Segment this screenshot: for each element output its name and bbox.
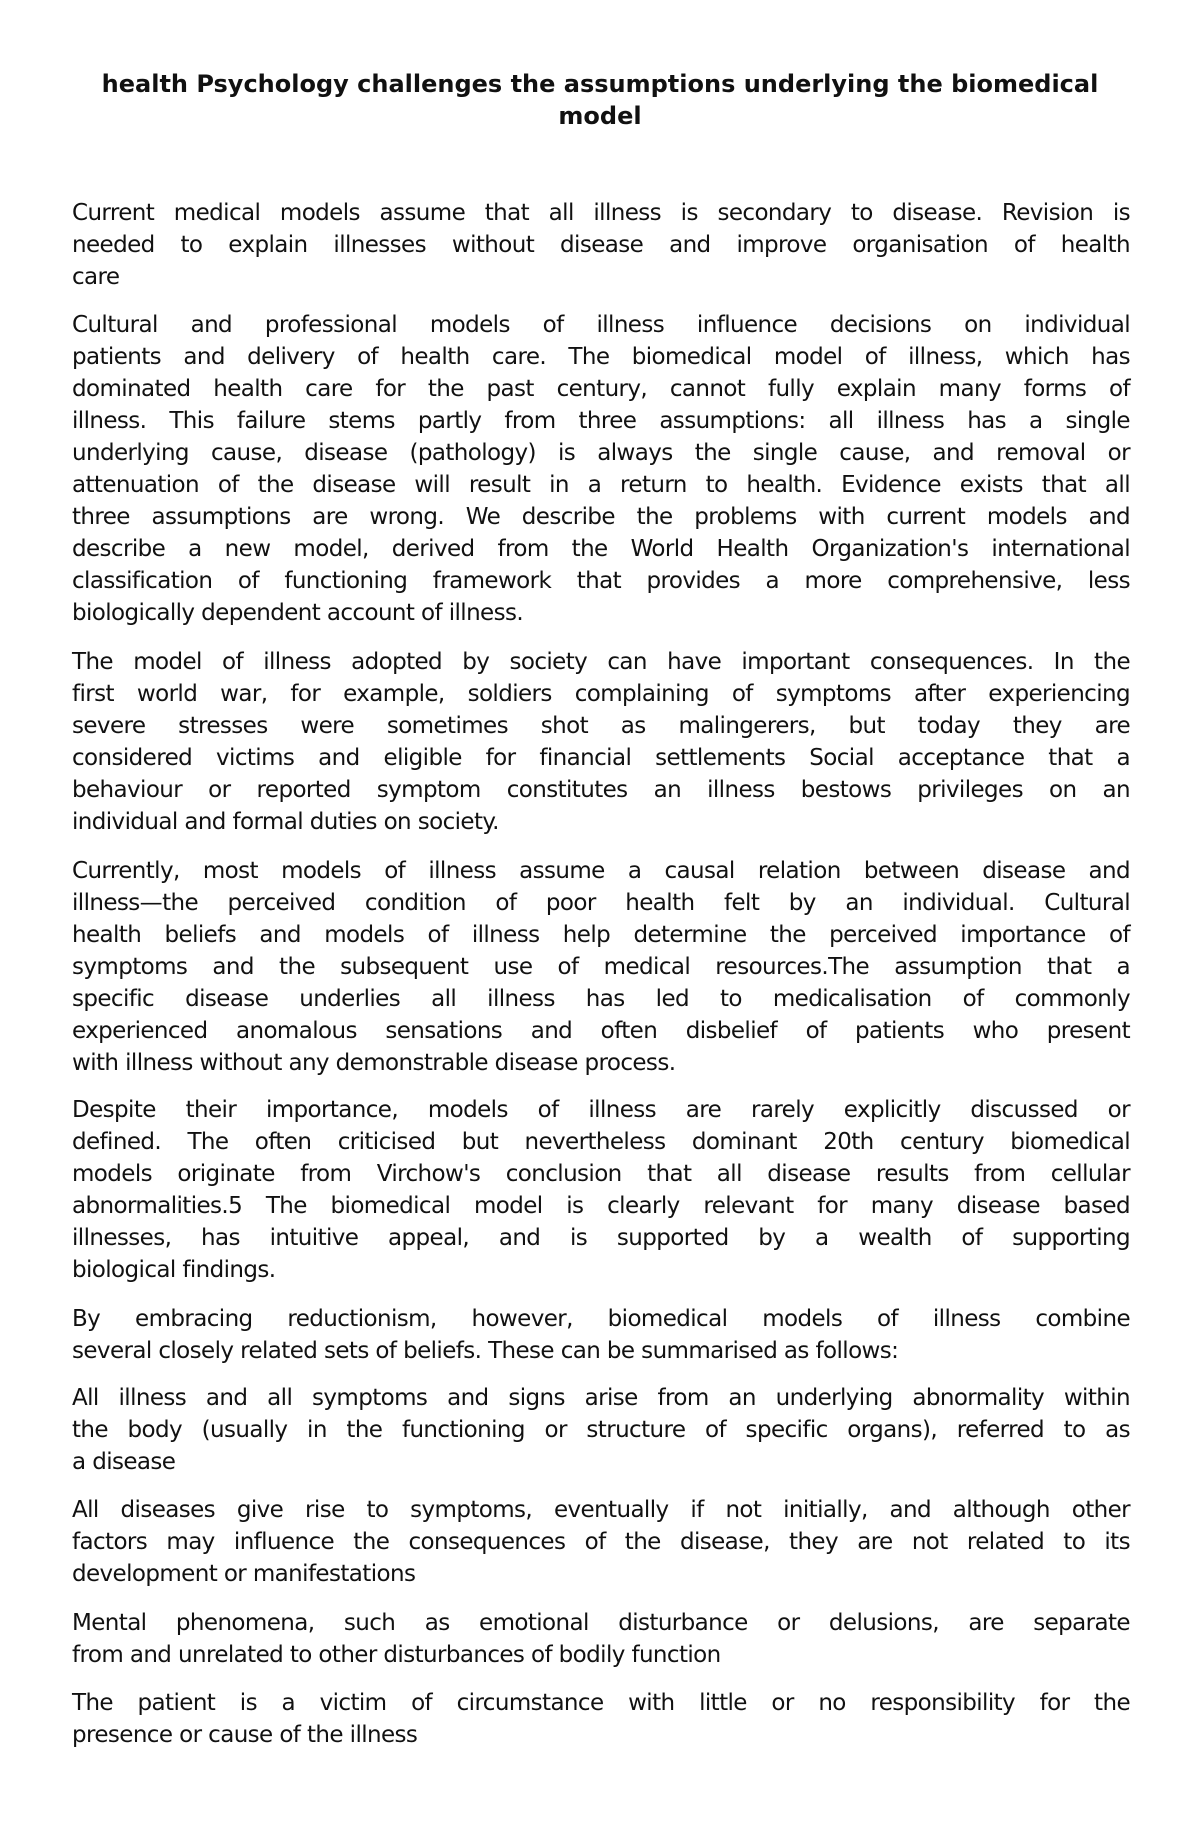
- paragraph: [72, 646, 1130, 838]
- text-line: underlying cause, disease (pathology) is always the single cause, and removal or: [72, 440, 1130, 466]
- text-line: dominated health care for the past century, cannot fully explain many forms of: [72, 376, 1130, 402]
- paragraph: [72, 1094, 1130, 1286]
- paragraph: [72, 1607, 1130, 1671]
- text-line: biologically dependent account of illness.: [72, 600, 524, 626]
- text-line: several closely related sets of beliefs. These can be summarised as follows:: [72, 1338, 899, 1364]
- text-line: from and unrelated to other disturbances of bodily function: [72, 1642, 721, 1668]
- paragraph: [72, 1687, 1130, 1751]
- text-line: specific disease underlies all illness has led to medicalisation of commonly: [72, 986, 1130, 1012]
- text-line: All illness and all symptoms and signs arise from an underlying abnormality within: [72, 1385, 1130, 1411]
- paragraph: [72, 1303, 1130, 1367]
- text-line: severe stresses were sometimes shot as malingerers, but today they are: [72, 713, 1130, 739]
- text-line: attenuation of the disease will result in a return to health. Evidence exists that all: [72, 472, 1130, 498]
- text-line: By embracing reductionism, however, biomedical models of illness combine: [72, 1306, 1130, 1332]
- document-title: [60, 68, 1140, 132]
- text-line: biological findings.: [72, 1257, 276, 1283]
- text-line: classification of functioning framework that provides a more comprehensive, less: [72, 568, 1130, 594]
- title-line: model: [558, 102, 642, 130]
- text-line: three assumptions are wrong. We describe the problems with current models and: [72, 504, 1130, 530]
- text-line: The model of illness adopted by society can have important consequences. In the: [72, 649, 1130, 675]
- text-line: first world war, for example, soldiers complaining of symptoms after experiencing: [72, 681, 1130, 707]
- text-line: defined. The often criticised but nevertheless dominant 20th century biomedical: [72, 1129, 1130, 1155]
- text-line: care: [72, 264, 120, 290]
- text-line: patients and delivery of health care. The biomedical model of illness, which has: [72, 344, 1130, 370]
- text-line: the body (usually in the functioning or structure of specific organs), referred to as: [72, 1417, 1130, 1443]
- paragraph: [72, 1494, 1130, 1590]
- text-line: illness—the perceived condition of poor health felt by an individual. Cultural: [72, 890, 1130, 916]
- text-line: abnormalities.5 The biomedical model is clearly relevant for many disease based: [72, 1193, 1130, 1219]
- paragraph: [72, 309, 1130, 629]
- text-line: All diseases give rise to symptoms, eventually if not initially, and although other: [72, 1497, 1130, 1523]
- text-line: The patient is a victim of circumstance with little or no responsibility for the: [72, 1690, 1130, 1716]
- text-line: Cultural and professional models of illness influence decisions on individual: [72, 312, 1130, 338]
- text-line: health beliefs and models of illness help determine the perceived importance of: [72, 922, 1130, 948]
- text-line: with illness without any demonstrable disease process.: [72, 1050, 676, 1076]
- text-line: presence or cause of the illness: [72, 1722, 418, 1748]
- text-line: Current medical models assume that all illness is secondary to disease. Revision is: [72, 200, 1130, 226]
- text-line: development or manifestations: [72, 1561, 416, 1587]
- text-line: behaviour or reported symptom constitutes an illness bestows privileges on an: [72, 777, 1130, 803]
- text-line: models originate from Virchow's conclusion that all disease results from cellular: [72, 1161, 1130, 1187]
- paragraph: [72, 1382, 1130, 1478]
- text-line: Currently, most models of illness assume a causal relation between disease and: [72, 858, 1130, 884]
- text-line: describe a new model, derived from the World Health Organization's international: [72, 536, 1130, 562]
- paragraph: [72, 855, 1130, 1079]
- text-line: Despite their importance, models of illness are rarely explicitly discussed or: [72, 1097, 1130, 1123]
- title-line: health Psychology challenges the assumptions underlying the biomedical: [101, 70, 1099, 98]
- text-line: symptoms and the subsequent use of medical resources.The assumption that a: [72, 954, 1130, 980]
- text-line: individual and formal duties on society.: [72, 809, 499, 835]
- paragraph: [72, 197, 1130, 293]
- text-line: needed to explain illnesses without disease and improve organisation of health: [72, 232, 1130, 258]
- text-line: considered victims and eligible for financial settlements Social acceptance that a: [72, 745, 1130, 771]
- text-line: Mental phenomena, such as emotional disturbance or delusions, are separate: [72, 1610, 1130, 1636]
- text-line: illnesses, has intuitive appeal, and is supported by a wealth of supporting: [72, 1225, 1130, 1251]
- text-line: factors may influence the consequences of the disease, they are not related to its: [72, 1529, 1130, 1555]
- text-line: experienced anomalous sensations and often disbelief of patients who present: [72, 1018, 1130, 1044]
- text-line: a disease: [72, 1449, 176, 1475]
- text-line: illness. This failure stems partly from three assumptions: all illness has a single: [72, 408, 1130, 434]
